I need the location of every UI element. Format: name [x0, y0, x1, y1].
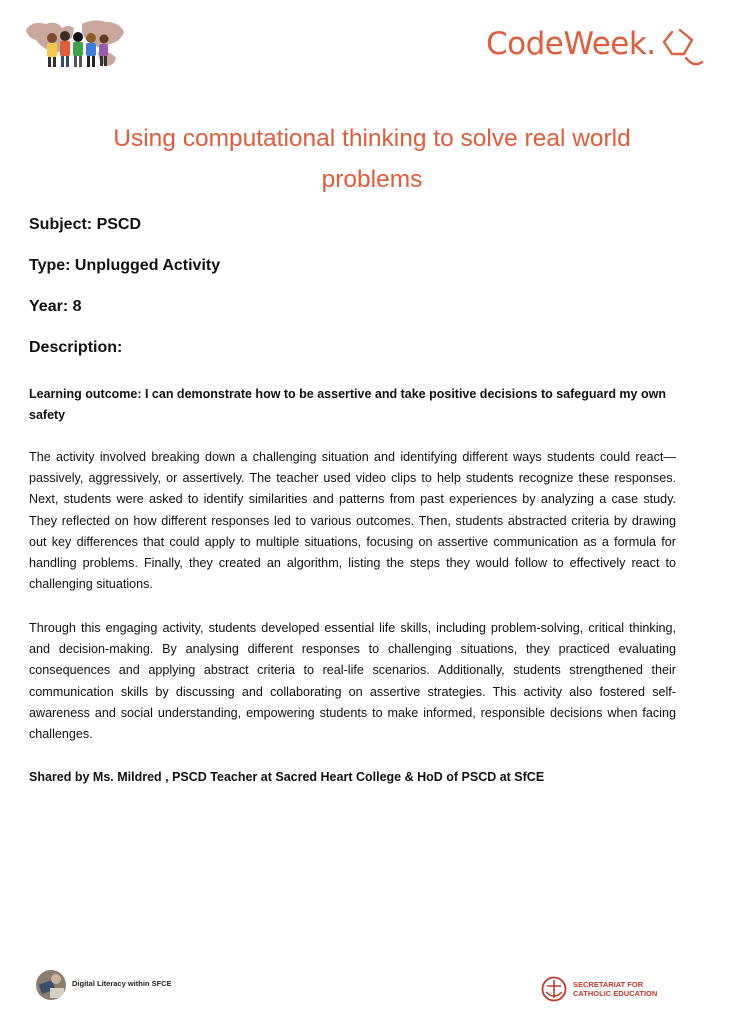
- codeweek-logo: [486, 24, 708, 76]
- outcomes-paragraph: Through this engaging activity, students developed essential life skills, including problem-solving, critical thinking, and decision-making. By analysing different responses to challenging situations, they practiced evaluating consequences and applying abstract criteria to real-life scenarios. Additionally, students strengthened their communication skills by discussing and collaborating on assertive strategies. This activity also fostered self-awareness and social understanding, empowering students to make informed, responsible decisions when facing challenges.: [29, 621, 676, 742]
- shared-by-credit: Shared by Ms. Mildred , PSCD Teacher at Sacred Heart College & HoD of PSCD at SfCE: [29, 770, 545, 784]
- type-label: Type: Unplugged Activity: [29, 257, 221, 274]
- sfce-emblem-icon: [541, 976, 567, 1002]
- codeweek-wordmark: CodeWeek.: [486, 26, 656, 62]
- learning-outcome: Learning outcome: I can demonstrate how to be assertive and take positive decisions to safeguard my own safety: [29, 387, 666, 422]
- children-world-map-icon: [22, 16, 128, 74]
- description-heading: Description:: [29, 339, 123, 356]
- title-line-2: problems: [321, 166, 423, 193]
- codeweek-bracket-icon: [658, 24, 708, 74]
- subject-label: Subject: PSCD: [29, 216, 142, 233]
- sfce-line-2: CATHOLIC EDUCATION: [573, 989, 658, 998]
- footer-sfce-logo: [541, 976, 657, 1002]
- digital-literacy-avatar: [36, 970, 66, 1000]
- footer-left-label: Digital Literacy within SFCE: [72, 978, 172, 988]
- students-photo-icon: [36, 970, 66, 1000]
- world-children-logo: [22, 16, 128, 74]
- sfce-wordmark: [573, 980, 657, 998]
- activity-paragraph: The activity involved breaking down a challenging situation and identifying different ways students could react—passively, aggressively, or assertively. The teacher used video clips to help students recognize these responses. Next, students were asked to identify similarities and patterns from past experiences by analyzing a case study. They reflected on how different responses led to various outcomes. Then, students abstracted criteria by drawing out key differences that could apply to multiple situations, focusing on assertive communication as a formula for handling problems. Finally, they created an algorithm, listing the steps they would follow to effectively react to challenging situations.: [29, 450, 676, 592]
- footer-digital-literacy: [36, 970, 172, 1000]
- year-label: Year: 8: [29, 298, 82, 315]
- title-line-1: Using computational thinking to solve real world: [113, 125, 631, 152]
- page-title: [40, 118, 704, 200]
- sfce-line-1: SECRETARIAT FOR: [573, 980, 644, 989]
